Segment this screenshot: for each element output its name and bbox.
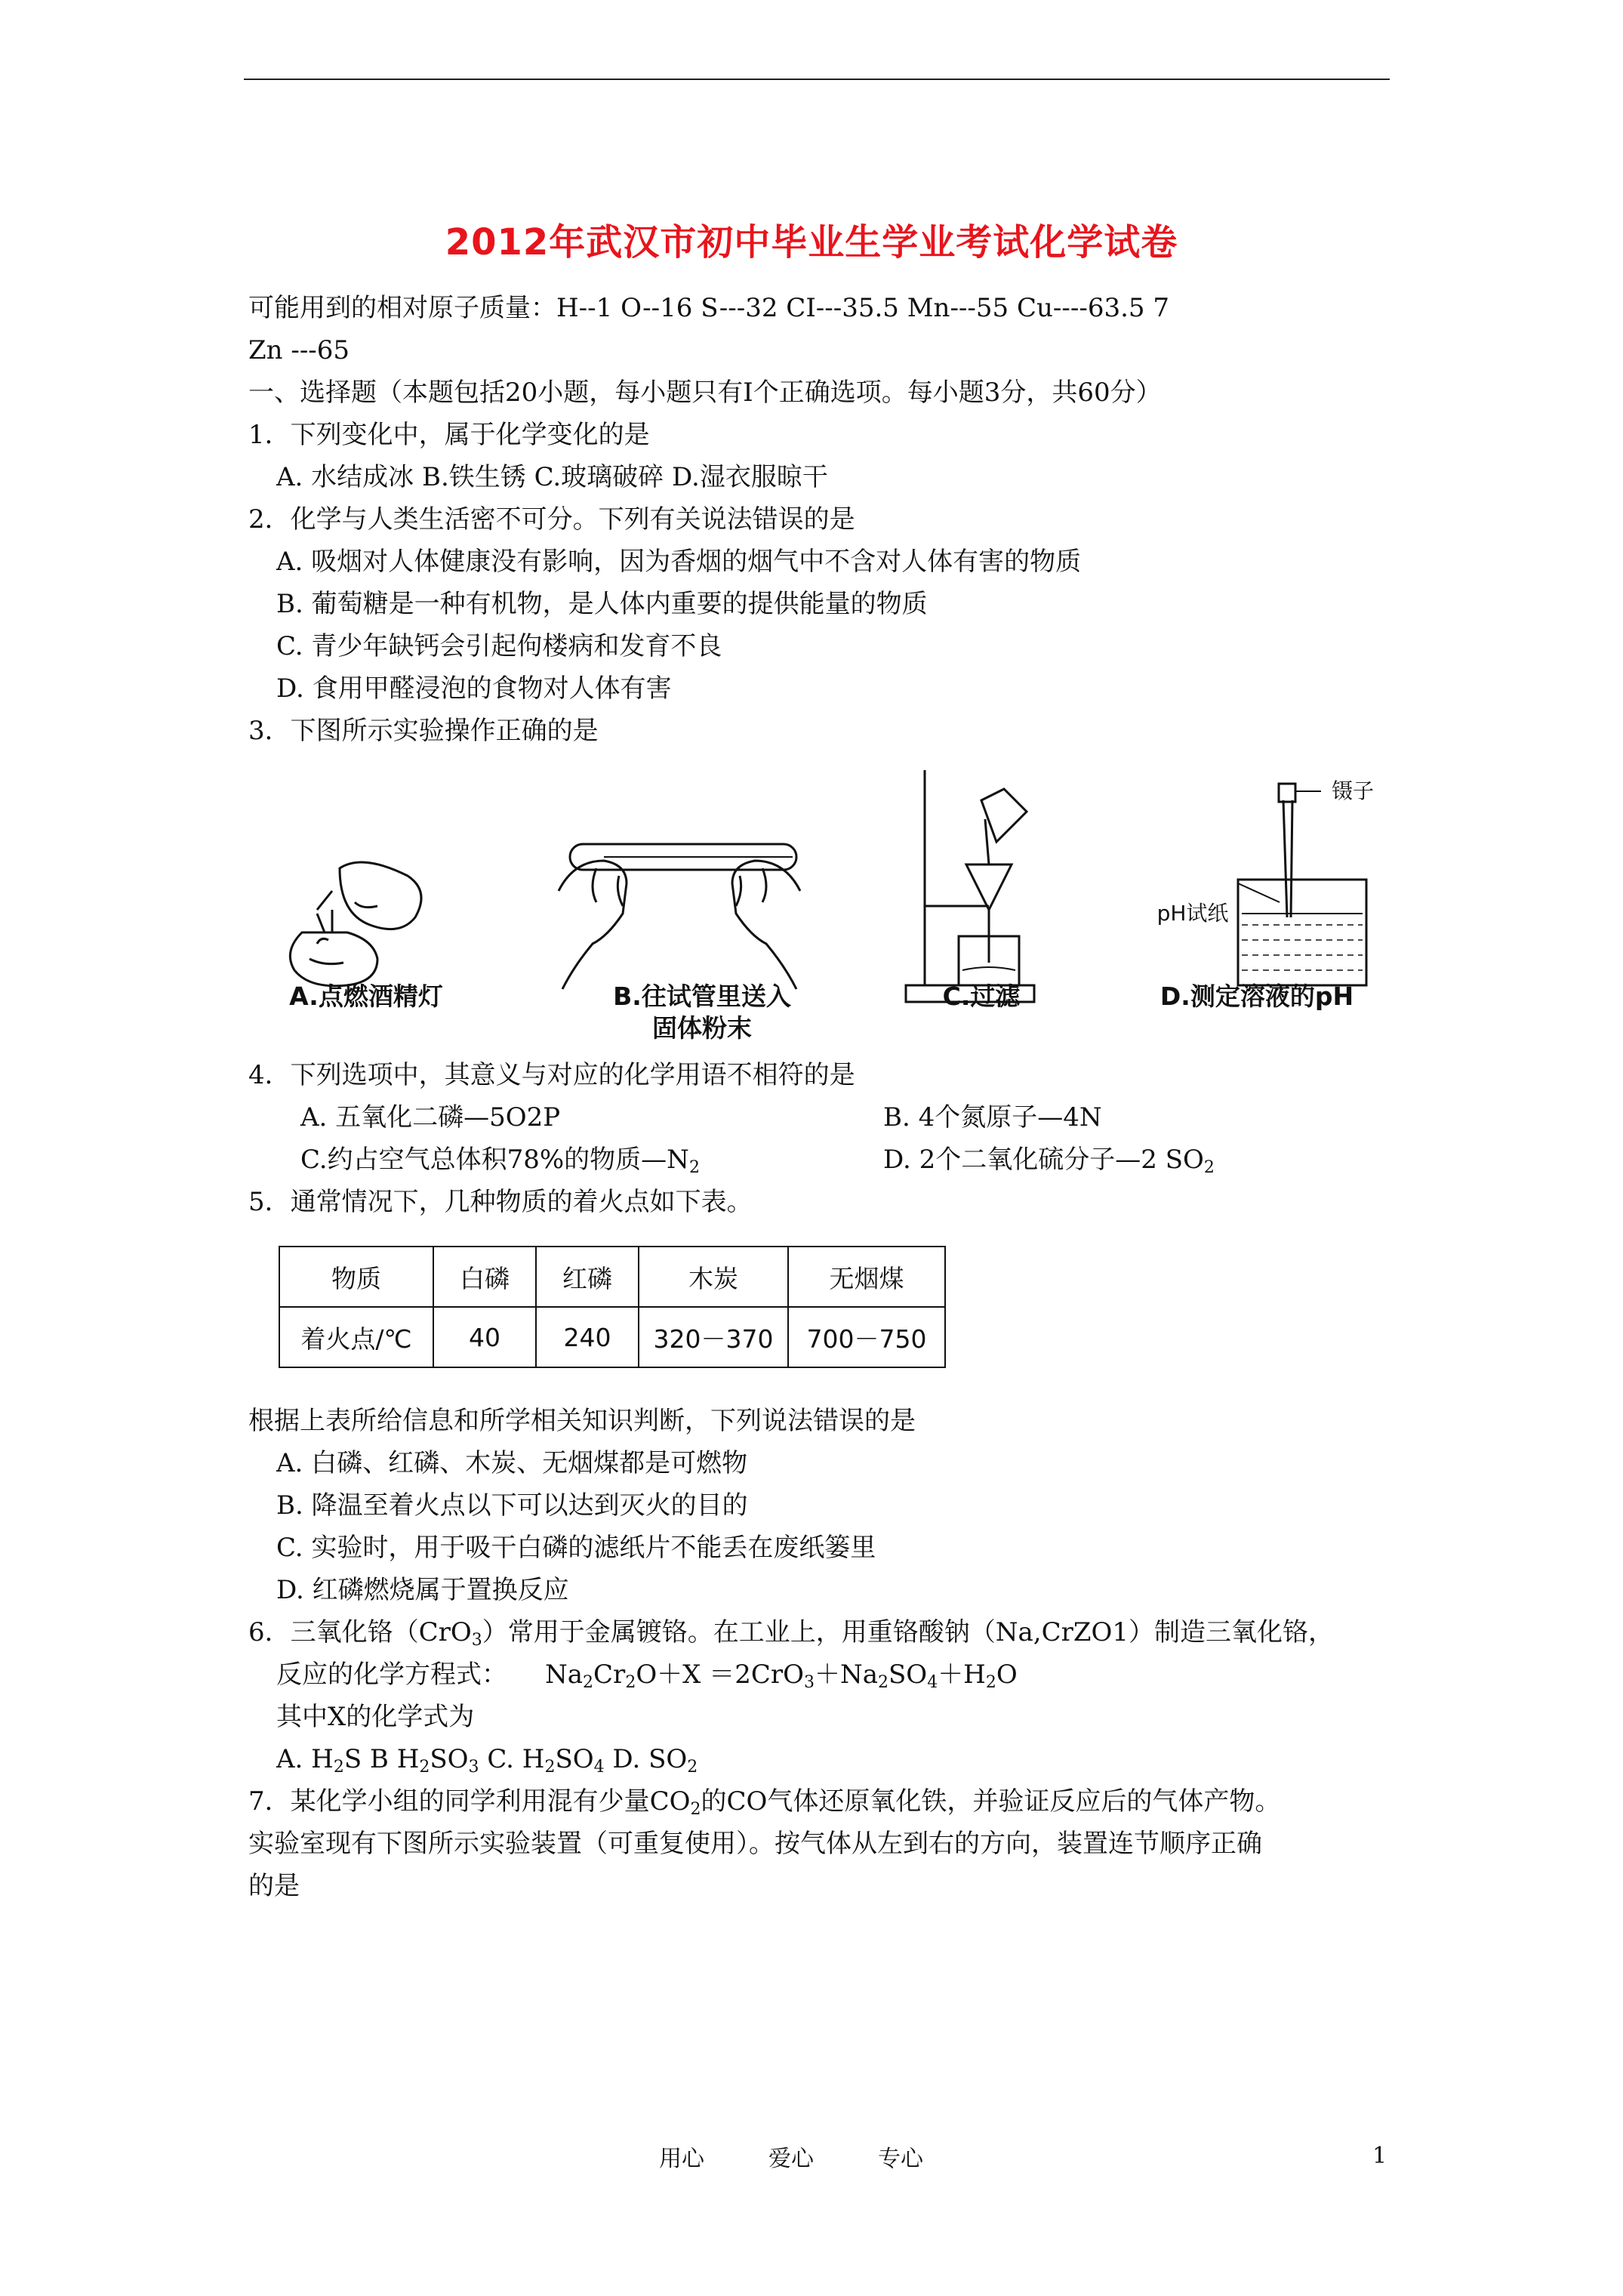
q2-option-b: B. 葡萄糖是一种有机物，是人体内重要的提供能量的物质 (276, 589, 928, 619)
test-tube-illustration (559, 844, 800, 989)
table-cell: 着火点/℃ (279, 1307, 433, 1367)
q4-stem: 4．下列选项中，其意义与对应的化学用语不相符的是 (248, 1060, 855, 1090)
q2-option-d: D. 食用甲醛浸泡的食物对人体有害 (276, 673, 672, 704)
atomic-mass-line-2: Zn ---65 (248, 335, 350, 365)
q5-question: 根据上表所给信息和所学相关知识判断，下列说法错误的是 (248, 1406, 916, 1436)
footer-word-3: 专心 (878, 2146, 923, 2172)
q6-ask: 其中X的化学式为 (276, 1702, 475, 1732)
q5-option-a: A. 白磷、红磷、木炭、无烟煤都是可燃物 (276, 1448, 748, 1478)
table-row (279, 1307, 945, 1367)
q3-caption-b-line1: B.往试管里送入 (613, 982, 791, 1011)
table-cell: 320－370 (639, 1307, 788, 1367)
q4-option-c: C.约占空气总体积78%的物质$—N_2$ (300, 1145, 700, 1177)
table-cell: 40 (433, 1307, 536, 1367)
q5-option-c: C. 实验时，用于吸干白磷的滤纸片不能丢在废纸篓里 (276, 1533, 876, 1563)
footer-word-1: 用心 (659, 2146, 704, 2172)
q4-option-b: B. 4个氮原子—4N (883, 1102, 1102, 1133)
q4-option-a: A. 五氧化二磷—5O2P (300, 1102, 561, 1133)
q5-stem: 5．通常情况下，几种物质的着火点如下表。 (248, 1187, 753, 1217)
table-cell: 240 (536, 1307, 639, 1367)
section-heading: 一、选择题（本题包括20小题，每小题只有I个正确选项。每小题3分，共60分） (248, 378, 1162, 408)
atomic-mass-line: 可能用到的相对原子质量：H--1 O--16 S---32 CI---35.5 Mn---55 Cu----63.5 7 (248, 293, 1169, 323)
q3-caption-c: C.过滤 (942, 982, 1021, 1011)
q1-stem: 1．下列变化中，属于化学变化的是 (248, 420, 650, 450)
q2-stem: 2．化学与人类生活密不可分。下列有关说法错误的是 (248, 504, 855, 535)
table-cell: 红磷 (536, 1247, 639, 1307)
q3-caption-d: D.测定溶液的pH (1160, 982, 1354, 1011)
q3-stem: 3．下图所示实验操作正确的是 (248, 716, 599, 746)
q5-option-d: D. 红磷燃烧属于置换反应 (276, 1575, 569, 1605)
q2-option-a: A. 吸烟对人体健康没有影响，因为香烟的烟气中不含对人体有害的物质 (276, 547, 1082, 577)
ph-paper-label: pH试纸 (1156, 901, 1229, 926)
alcohol-lamp-illustration (290, 862, 421, 986)
table-cell: 木炭 (639, 1247, 788, 1307)
table-row (279, 1247, 945, 1307)
q2-option-c: C. 青少年缺钙会引起佝楼病和发育不良 (276, 631, 722, 661)
q7-line3: 的是 (248, 1871, 300, 1901)
q1-options: A. 水结成冰 B.铁生锈 C.玻璃破碎 D.湿衣服晾干 (276, 462, 828, 492)
footer-word-2: 爱心 (768, 2146, 814, 2172)
page-number: 1 (1372, 2143, 1387, 2169)
q6-options: A. $H_2S$ B $H_2SO_3$ C. $H_2SO_4$ D. $SO_2$ (276, 1744, 698, 1777)
filtration-illustration (906, 770, 1034, 1002)
tweezers-label: 镊子 (1331, 778, 1374, 803)
q4-option-d: D. 2个二氧化硫分子—2 $SO_2$ (883, 1145, 1215, 1177)
ignition-point-table (279, 1246, 946, 1368)
q6-stem: 6．三氧化铬（CrO$_3$）常用于金属镀铬。在工业上，用重铬酸钠（Na,CrZO1）制造三氧化铬， (248, 1617, 1335, 1650)
header-rule (244, 79, 1390, 80)
q3-caption-a: A.点燃酒精灯 (289, 982, 443, 1011)
table-cell: 物质 (279, 1247, 433, 1307)
q6-equation-line: 反应的化学方程式： $Na_2Cr_2O+X =2CrO_3+Na_2SO_4+H_2O$ (276, 1660, 1018, 1692)
q6-equation: $Na_2Cr_2O+X =2CrO_3+Na_2SO_4+H_2O$ (545, 1660, 1018, 1692)
q5-option-b: B. 降温至着火点以下可以达到灭火的目的 (276, 1490, 748, 1521)
page-title: 2012年武汉市初中毕业生学业考试化学试卷 (445, 221, 1178, 264)
table-cell: 白磷 (433, 1247, 536, 1307)
q3-caption-b-line2: 固体粉末 (652, 1013, 752, 1043)
q7-line2: 实验室现有下图所示实验装置（可重复使用）。按气体从左到右的方向，装置连节顺序正确 (248, 1829, 1262, 1859)
ph-measurement-illustration (1238, 784, 1366, 985)
lab-operations-figure (242, 755, 1404, 1043)
q7-line1: 7．某化学小组的同学利用混有少量$CO_2$的CO气体还原氧化铁，并验证反应后的气体产物。 (248, 1786, 1281, 1819)
table-cell: 无烟煤 (788, 1247, 945, 1307)
table-cell: 700－750 (788, 1307, 945, 1367)
